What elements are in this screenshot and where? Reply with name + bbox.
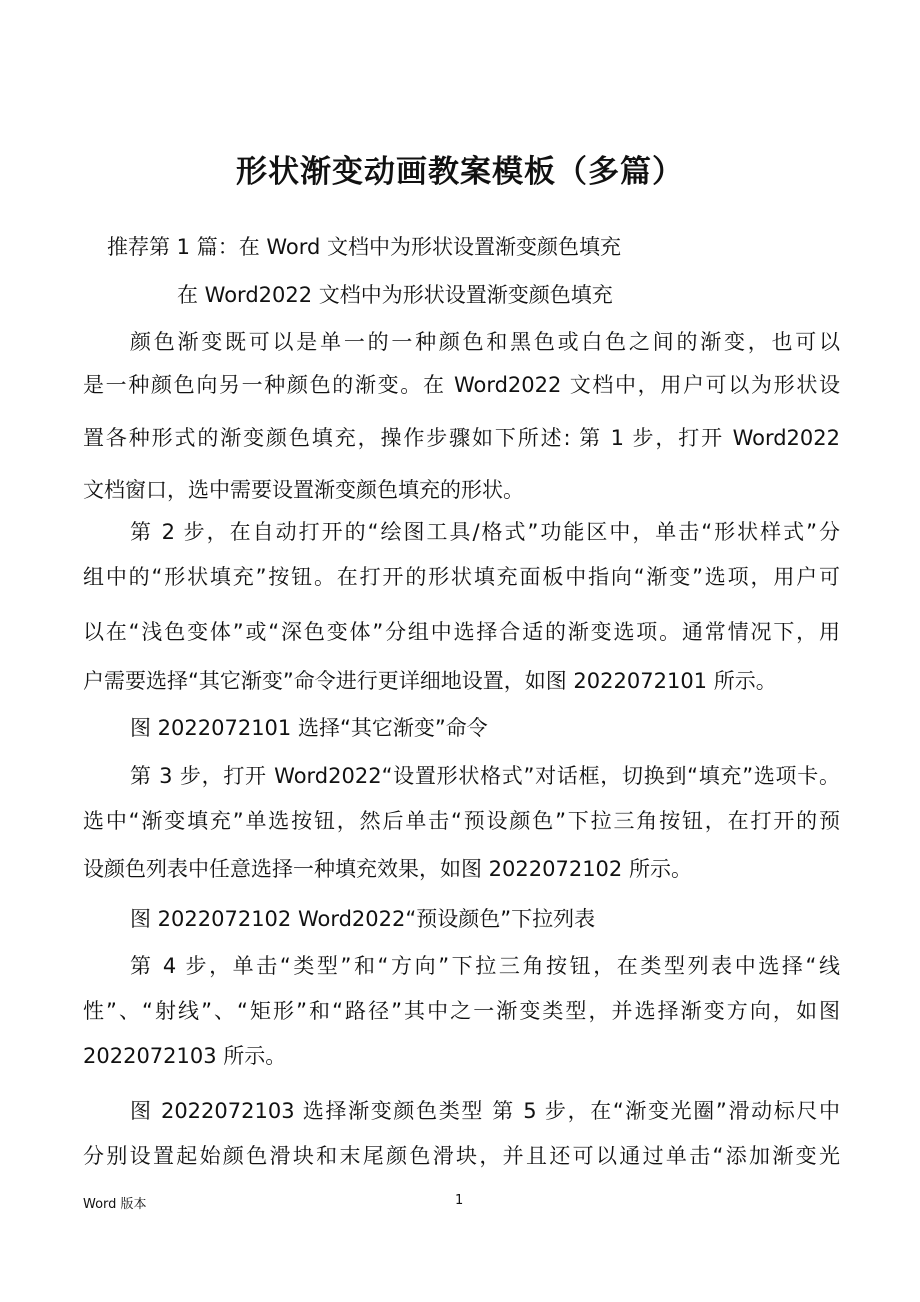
- text-line: 颜色渐变既可以是单一的一种颜色和黑色或白色之间的渐变，也可以: [130, 330, 840, 354]
- footer-label: Word 版本: [83, 1197, 147, 1212]
- text-line: 设颜色列表中任意选择一种填充效果，如图 2022072102 所示。: [83, 857, 692, 881]
- text-line: 第 4 步，单击“类型”和“方向”下拉三角按钮，在类型列表中选择“线: [130, 954, 840, 978]
- text-line: 分别设置起始颜色滑块和末尾颜色滑块，并且还可以通过单击“添加渐变光: [83, 1144, 840, 1168]
- text-line: 性”、“射线”、“矩形”和“路径”其中之一渐变类型，并选择渐变方向，如图: [83, 999, 840, 1023]
- text-line: 第 3 步，打开 Word2022“设置形状格式”对话框，切换到“填充”选项卡。: [130, 764, 840, 788]
- text-line: 图 2022072102 Word2022“预设颜色”下拉列表: [130, 907, 596, 931]
- text-line: 置各种形式的渐变颜色填充，操作步骤如下所述: 第 1 步，打开 Word2022: [83, 426, 840, 450]
- text-line: 第 2 步，在自动打开的“绘图工具/格式”功能区中，单击“形状样式”分: [130, 520, 840, 544]
- text-line: 图 2022072101 选择“其它渐变”命令: [130, 716, 488, 740]
- text-line: 在 Word2022 文档中为形状设置渐变颜色填充: [177, 283, 613, 307]
- text-line: 2022072103 所示。: [83, 1044, 287, 1068]
- text-line: 户需要选择“其它渐变”命令进行更详细地设置，如图 2022072101 所示。: [83, 669, 777, 693]
- page-number: 1: [455, 1193, 464, 1208]
- text-line: 推荐第 1 篇：在 Word 文档中为形状设置渐变颜色填充: [107, 235, 622, 259]
- text-line: 组中的“形状填充”按钮。在打开的形状填充面板中指向“渐变”选项，用户可: [83, 565, 840, 589]
- document-title: 形状渐变动画教案模板（多篇）: [236, 154, 684, 190]
- text-line: 以在“浅色变体”或“深色变体”分组中选择合适的渐变选项。通常情况下，用: [83, 620, 840, 644]
- text-line: 选中“渐变填充”单选按钮，然后单击“预设颜色”下拉三角按钮，在打开的预: [83, 809, 840, 833]
- text-line: 图 2022072103 选择渐变颜色类型 第 5 步，在“渐变光圈”滑动标尺中: [130, 1099, 840, 1123]
- text-line: 文档窗口，选中需要设置渐变颜色填充的形状。: [83, 478, 524, 502]
- text-line: 是一种颜色向另一种颜色的渐变。在 Word2022 文档中，用户可以为形状设: [83, 373, 840, 397]
